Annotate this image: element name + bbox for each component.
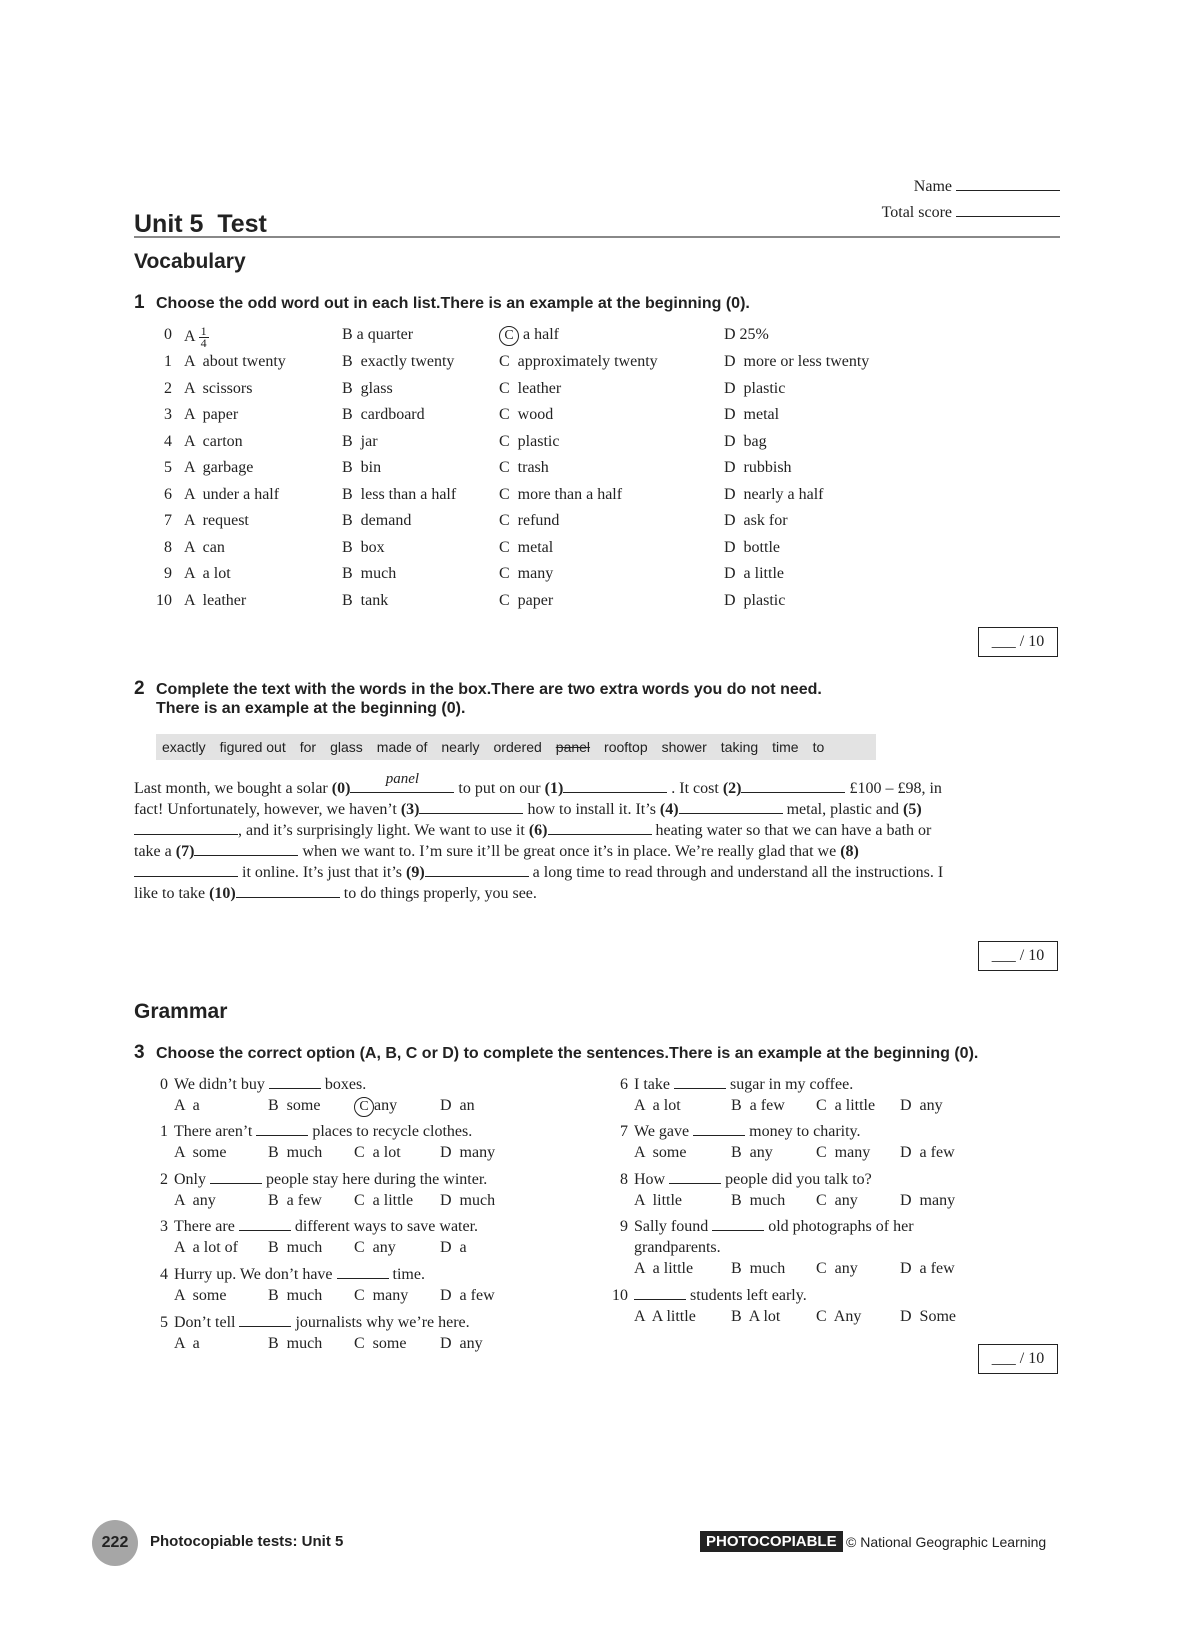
question-text	[634, 1074, 853, 1095]
option-a[interactable]: A a	[174, 1335, 200, 1352]
option-d[interactable]: D an	[440, 1097, 475, 1114]
copyright-text: © National Geographic Learning	[846, 1534, 1047, 1550]
gap-blank-8[interactable]	[134, 862, 238, 877]
name-field	[850, 178, 1060, 196]
example-answer: panel	[385, 771, 420, 787]
ex1-option-b[interactable]: B demand	[342, 512, 412, 529]
ex1-option-d[interactable]: D more or less twenty	[724, 353, 870, 370]
question-text	[174, 1264, 425, 1285]
ex1-example-a-letter: A	[184, 328, 195, 346]
text-part: heating water so that we can have a bath or take a	[134, 822, 932, 860]
gap-blank-0[interactable]	[350, 771, 454, 793]
option-c[interactable]: C many	[354, 1287, 409, 1304]
ex1-row-number: 3	[164, 406, 172, 423]
option-d[interactable]: D many	[440, 1144, 496, 1161]
option-c[interactable]: C Any	[816, 1308, 862, 1325]
word-box-word: rooftop	[604, 739, 648, 755]
text-part: . It cost	[667, 780, 723, 797]
option-b[interactable]: B much	[268, 1287, 323, 1304]
option-c-text: any	[374, 1097, 398, 1114]
question-text	[174, 1121, 472, 1142]
question-number: 9	[620, 1218, 628, 1235]
gap-blank-4[interactable]	[679, 799, 783, 814]
word-box-word: panel	[555, 739, 591, 755]
ex3-instruction-text: Choose the correct option (A, B, C or D) to complete the sentences.There is an example at the beginning (0).	[156, 1045, 979, 1062]
ex1-option-b[interactable]: B bin	[342, 459, 382, 476]
ex1-option-c[interactable]: C many	[499, 565, 554, 582]
ex1-option-d[interactable]: D bottle	[724, 538, 780, 556]
gap-number: (0)	[331, 780, 351, 797]
ex1-option-c[interactable]: C refund	[499, 512, 560, 529]
gap-number: (3)	[400, 801, 420, 818]
ex1-option-d[interactable]: D plastic	[724, 591, 786, 609]
ex1-option-a[interactable]: A scissors	[184, 379, 253, 397]
gap-blank-9[interactable]	[425, 862, 529, 877]
question-text	[634, 1216, 914, 1237]
question-number: 3	[160, 1218, 168, 1235]
question-number: 5	[160, 1314, 168, 1331]
option-b[interactable]: B much	[268, 1144, 323, 1161]
option-b[interactable]: B much	[731, 1260, 786, 1277]
word-box-word: taking	[720, 739, 759, 755]
question-text-after: sugar in my coffee.	[729, 1076, 854, 1093]
answer-blank[interactable]	[269, 1074, 321, 1089]
text-part: Last month, we bought a solar	[134, 780, 332, 797]
question-text-after: time.	[392, 1266, 425, 1283]
ex1-option-a[interactable]: A can	[184, 538, 225, 556]
ex2-instruction-text-1: Complete the text with the words in the box.There are two extra words you do not need.	[156, 681, 822, 698]
question-text-after: old photographs of her	[768, 1218, 914, 1235]
option-b[interactable]: B a few	[731, 1097, 785, 1114]
question-text-before: We didn’t buy	[174, 1076, 265, 1093]
ex1-option-c[interactable]: C wood	[499, 406, 554, 423]
ex1-option-c[interactable]: C trash	[499, 459, 549, 476]
ex1-option-a[interactable]: A a lot	[184, 565, 231, 582]
gap-blank-10[interactable]	[236, 883, 340, 898]
ex1-option-a[interactable]: A leather	[184, 591, 247, 609]
option-c[interactable]: C a lot	[354, 1144, 401, 1161]
text-part: , and it’s surprisingly light. We want to use it	[238, 822, 529, 839]
option-c[interactable]: C any	[816, 1260, 858, 1277]
ex1-option-c[interactable]: C approximately twenty	[499, 353, 658, 370]
option-d[interactable]: D a few	[900, 1144, 955, 1161]
ex1-row-number: 5	[164, 459, 172, 476]
ex1-example-number: 0	[164, 326, 172, 343]
gap-number: (5)	[902, 801, 922, 818]
page-number-badge: 222	[92, 1520, 138, 1566]
question-text-after: people did you talk to?	[725, 1171, 872, 1188]
text-part: to do things properly, you see.	[339, 885, 537, 902]
gap-blank-7[interactable]	[194, 841, 298, 856]
ex1-instruction	[134, 292, 750, 314]
text-part: metal, plastic and	[782, 801, 903, 818]
question-number: 1	[160, 1123, 168, 1140]
ex1-option-a[interactable]: A carton	[184, 432, 243, 450]
gap-blank-6[interactable]	[548, 820, 652, 835]
option-a[interactable]: A a	[174, 1097, 200, 1114]
question-number: 0	[160, 1076, 168, 1093]
option-d[interactable]: D a few	[440, 1287, 495, 1304]
ex1-row-number: 7	[164, 512, 172, 529]
ex1-option-d[interactable]: D a little	[724, 565, 784, 582]
ex1-option-d[interactable]: D ask for	[724, 512, 788, 529]
option-d[interactable]: D Some	[900, 1308, 956, 1325]
question-text-line2: grandparents.	[634, 1239, 721, 1256]
option-a[interactable]: A any	[174, 1192, 216, 1209]
question-text-after: journalists why we’re here.	[295, 1314, 470, 1331]
option-c[interactable]: C some	[354, 1335, 407, 1352]
ex1-option-a[interactable]: A paper	[184, 406, 239, 423]
ex1-option-c[interactable]: C leather	[499, 379, 562, 397]
option-c[interactable]: C any	[816, 1192, 858, 1209]
option-c-correct[interactable]	[354, 1095, 397, 1117]
ex1-row-number: 4	[164, 432, 172, 450]
question-text-before: There are	[174, 1218, 235, 1235]
ex1-option-b[interactable]: B cardboard	[342, 406, 425, 423]
text-part: how to install it. It’s	[523, 801, 660, 818]
option-a[interactable]: A some	[174, 1287, 227, 1304]
ex1-example-a	[184, 326, 209, 349]
option-b[interactable]: B much	[731, 1192, 786, 1209]
option-a[interactable]: A A little	[634, 1308, 696, 1325]
ex1-option-d[interactable]: D metal	[724, 406, 780, 423]
ex3-instruction	[134, 1042, 978, 1064]
ex1-option-a[interactable]: A about twenty	[184, 353, 286, 370]
ex1-option-d[interactable]: D plastic	[724, 379, 786, 397]
ex2-number: 2	[134, 678, 145, 699]
gap-number: (7)	[175, 843, 195, 860]
ex1-row-number: 9	[164, 565, 172, 582]
word-box-word: figured out	[219, 739, 286, 755]
question-text-before: How	[634, 1171, 666, 1188]
word-box-word: glass	[330, 739, 363, 755]
gap-blank-1[interactable]	[563, 778, 667, 793]
question-text	[634, 1121, 861, 1142]
question-text-after: places to recycle clothes.	[312, 1123, 473, 1140]
text-part: £100 – £98, in fact! Unfortunately, however, we haven’t	[134, 780, 942, 818]
answer-blank[interactable]	[337, 1264, 389, 1279]
ex1-example-d: D 25%	[724, 326, 769, 343]
question-number: 7	[620, 1123, 628, 1140]
fraction-numerator: 1	[200, 324, 207, 338]
ex1-row-number: 6	[164, 485, 172, 503]
option-c[interactable]: C any	[354, 1239, 396, 1256]
answer-blank[interactable]	[239, 1312, 291, 1327]
ex1-instruction-text: Choose the odd word out in each list.There is an example at the beginning (0).	[156, 295, 750, 312]
question-text-after: people stay here during the winter.	[266, 1171, 488, 1188]
word-box-word: exactly	[162, 739, 206, 755]
circled-answer-icon: C	[499, 326, 519, 346]
question-text	[174, 1216, 478, 1237]
question-text	[634, 1285, 807, 1306]
word-box-word: shower	[661, 739, 707, 755]
fraction-denominator: 4	[200, 336, 207, 350]
ex1-option-c[interactable]: C plastic	[499, 432, 560, 450]
ex1-number: 1	[134, 292, 145, 313]
text-part: a long time to read through and understand all the instructions. I like to take	[134, 864, 944, 902]
grammar-heading: Grammar	[134, 1000, 228, 1023]
answer-blank[interactable]	[693, 1121, 745, 1136]
one-quarter-fraction	[199, 326, 209, 349]
text-part: it online. It’s just that it’s	[238, 864, 406, 881]
question-number: 2	[160, 1171, 168, 1188]
ex1-example-c-text: a half	[523, 326, 559, 343]
ex3-number: 3	[134, 1042, 145, 1063]
option-d[interactable]: D a few	[900, 1260, 955, 1277]
word-box-word: ordered	[493, 739, 542, 755]
ex1-option-b[interactable]: B much	[342, 565, 397, 582]
option-d[interactable]: D any	[900, 1097, 943, 1114]
gap-number: (1)	[544, 780, 564, 797]
name-blank[interactable]	[956, 190, 1060, 191]
option-a[interactable]: A a lot	[634, 1097, 681, 1114]
question-text-after: boxes.	[324, 1076, 367, 1093]
option-a[interactable]: A some	[634, 1144, 687, 1161]
ex1-row-number: 1	[164, 353, 172, 370]
title-rule	[134, 236, 1060, 238]
answer-blank[interactable]	[239, 1216, 291, 1231]
ex1-score-box[interactable]: ___ / 10	[978, 627, 1058, 657]
ex2-score-box[interactable]: ___ / 10	[978, 941, 1058, 971]
option-b[interactable]: B A lot	[731, 1308, 781, 1325]
question-text-before: Hurry up. We don’t have	[174, 1266, 333, 1283]
ex1-option-b[interactable]: B box	[342, 538, 385, 556]
ex2-gap-text	[134, 771, 954, 904]
ex1-option-b[interactable]: B jar	[342, 432, 378, 450]
question-number: 8	[620, 1171, 628, 1188]
vocabulary-heading: Vocabulary	[134, 250, 246, 273]
option-a[interactable]: A a lot of	[174, 1239, 238, 1256]
word-box-word: time	[772, 739, 799, 755]
footer-title: Photocopiable tests: Unit 5	[150, 1533, 344, 1550]
gap-blank-2[interactable]	[741, 778, 845, 793]
question-text	[634, 1169, 872, 1190]
ex1-option-b[interactable]: B exactly twenty	[342, 353, 455, 370]
gap-number: (9)	[406, 864, 425, 881]
ex2-instruction-text-2: There is an example at the beginning (0).	[156, 700, 466, 717]
word-box	[156, 734, 876, 760]
option-b[interactable]: B a few	[268, 1192, 322, 1209]
answer-blank[interactable]	[712, 1216, 764, 1231]
option-c[interactable]: C a little	[354, 1192, 414, 1209]
ex1-option-d[interactable]: D rubbish	[724, 459, 792, 476]
ex2-instruction	[134, 678, 822, 700]
total-score-blank[interactable]	[956, 216, 1060, 217]
photocopiable-badge: PHOTOCOPIABLE	[700, 1531, 843, 1552]
answer-blank[interactable]	[669, 1169, 721, 1184]
option-d[interactable]: D any	[440, 1335, 483, 1352]
question-text-before: I take	[634, 1076, 670, 1093]
circled-answer-icon: C	[354, 1097, 374, 1117]
gap-number: (4)	[659, 801, 679, 818]
page-title: Unit 5 Test	[134, 210, 267, 238]
ex1-option-b[interactable]: B less than a half	[342, 485, 457, 503]
option-a[interactable]: A some	[174, 1144, 227, 1161]
gap-number: (2)	[722, 780, 742, 797]
option-a[interactable]: A little	[634, 1192, 682, 1209]
question-text-before: Don’t tell	[174, 1314, 236, 1331]
question-text	[174, 1074, 366, 1095]
option-b[interactable]: B some	[268, 1097, 321, 1114]
question-text-before: We gave	[634, 1123, 690, 1140]
ex1-option-a[interactable]: A request	[184, 512, 249, 529]
ex1-option-c[interactable]: C more than a half	[499, 485, 623, 503]
option-a[interactable]: A a little	[634, 1260, 694, 1277]
gap-blank-3[interactable]	[419, 799, 523, 814]
option-d[interactable]: D much	[440, 1192, 496, 1209]
ex1-row-number: 2	[164, 379, 172, 397]
word-box-word: for	[299, 739, 317, 755]
gap-number: (10)	[209, 885, 236, 902]
question-text	[174, 1169, 487, 1190]
word-box-word: made of	[376, 739, 428, 755]
question-number: 4	[160, 1266, 168, 1283]
total-score-field	[850, 204, 1060, 222]
option-b[interactable]: B any	[731, 1144, 773, 1161]
ex1-option-b[interactable]: B glass	[342, 379, 393, 397]
option-b[interactable]: B much	[268, 1335, 323, 1352]
gap-number: (6)	[528, 822, 548, 839]
question-number: 6	[620, 1076, 628, 1093]
question-number: 10	[612, 1287, 628, 1304]
option-c[interactable]: C many	[816, 1144, 871, 1161]
total-score-label: Total score	[881, 204, 952, 221]
ex3-score-box[interactable]: ___ / 10	[978, 1344, 1058, 1374]
ex1-example-b: B a quarter	[342, 326, 414, 343]
answer-blank[interactable]	[634, 1285, 686, 1300]
option-c[interactable]: C a little	[816, 1097, 876, 1114]
question-text-before: There aren’t	[174, 1123, 253, 1140]
ex1-example-c	[499, 326, 559, 346]
ex1-row-number: 10	[156, 591, 172, 609]
ex1-option-a[interactable]: A garbage	[184, 459, 254, 476]
gap-blank-5[interactable]	[134, 820, 238, 835]
question-text-before: Only	[174, 1171, 206, 1188]
text-part: to put on our	[454, 780, 545, 797]
answer-blank[interactable]	[210, 1169, 262, 1184]
question-text-after: students left early.	[690, 1287, 807, 1304]
question-text-after: money to charity.	[749, 1123, 861, 1140]
ex1-option-d[interactable]: D bag	[724, 432, 767, 450]
question-text-before: Sally found	[634, 1218, 709, 1235]
text-part: when we want to. I’m sure it’ll be great once it’s in place. We’re really glad that we	[298, 843, 841, 860]
option-b[interactable]: B much	[268, 1239, 323, 1256]
ex1-row-number: 8	[164, 538, 172, 556]
word-box-word: to	[812, 739, 825, 755]
ex1-option-c[interactable]: C paper	[499, 591, 554, 609]
ex1-option-d[interactable]: D nearly a half	[724, 485, 824, 503]
answer-blank[interactable]	[674, 1074, 726, 1089]
gap-number: (8)	[840, 843, 859, 860]
option-d[interactable]: D many	[900, 1192, 956, 1209]
ex1-option-c[interactable]: C metal	[499, 538, 554, 556]
question-text-after: different ways to save water.	[294, 1218, 479, 1235]
word-box-word: nearly	[441, 739, 480, 755]
ex1-option-a[interactable]: A under a half	[184, 485, 280, 503]
answer-blank[interactable]	[256, 1121, 308, 1136]
question-text	[174, 1312, 470, 1333]
option-d[interactable]: D a	[440, 1239, 467, 1256]
name-label: Name	[913, 178, 952, 195]
ex1-option-b[interactable]: B tank	[342, 591, 389, 609]
